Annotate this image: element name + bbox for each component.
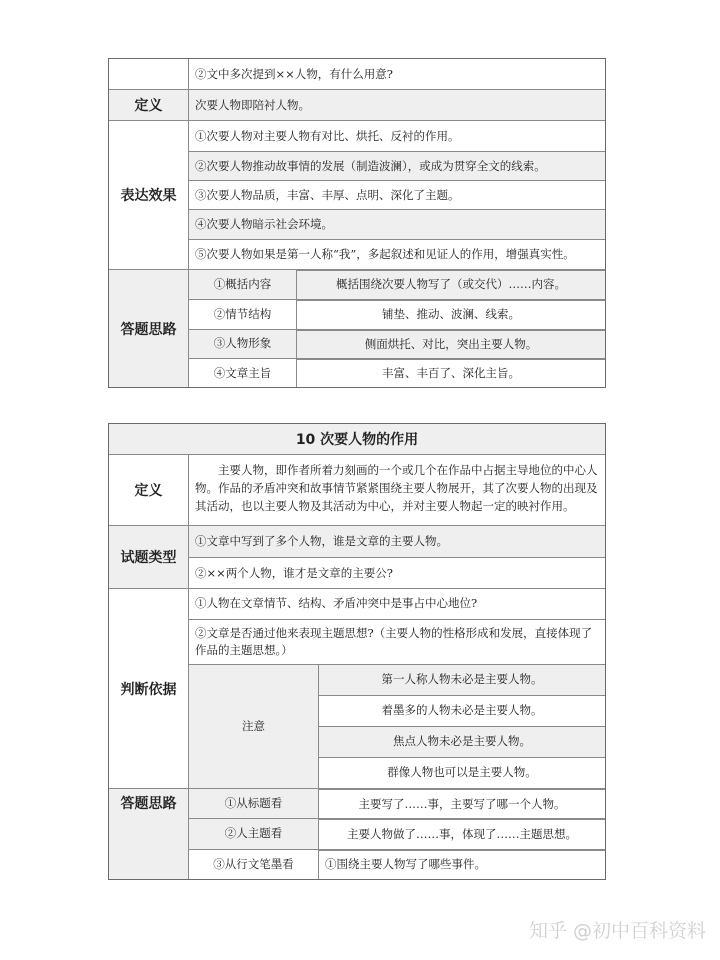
answer-key: ②情节结构 (189, 300, 297, 329)
answer-row (189, 849, 605, 879)
table-row (109, 269, 605, 387)
answer-key: ①从标题看 (189, 789, 319, 818)
definition-label: 定义 (109, 455, 189, 525)
definition-label: 定义 (109, 90, 189, 120)
table-row (109, 89, 605, 120)
answer-row (189, 270, 605, 299)
answer-key: ③人物形象 (189, 330, 297, 359)
judgment-basis-label: 判断依据 (109, 589, 189, 788)
note-item: 第一人称人物未必是主要人物。 (319, 665, 605, 695)
note-label: 注意 (189, 665, 319, 788)
answer-value: 侧面烘托、对比，突出主要人物。 (297, 330, 605, 359)
answer-row (189, 358, 605, 387)
answer-approach-label: 答题思路 (109, 270, 189, 387)
expression-item: ③次要人物品质，丰富、丰厚、点明、深化了主题。 (189, 180, 605, 209)
answer-value: 主要写了……事，主要写了哪一个人物。 (319, 789, 605, 818)
answer-value: 概括围绕次要人物写了（或交代）……内容。 (297, 270, 605, 299)
table-role-of-secondary-characters (108, 423, 606, 880)
answer-key: ①概括内容 (189, 270, 297, 299)
answer-value: 丰富、丰百了、深化主旨。 (297, 359, 605, 387)
note-item: 焦点人物未必是主要人物。 (319, 726, 605, 757)
table-row (109, 588, 605, 788)
answer-key: ②人主题看 (189, 819, 319, 848)
definition-text: 次要人物即陪衬人物。 (189, 90, 605, 120)
answer-value: 铺垫、推动、波澜、线索。 (297, 300, 605, 329)
answer-key: ④文章主旨 (189, 359, 297, 387)
answer-approach-label: 答题思路 (109, 789, 189, 879)
note-item: 着墨多的人物未必是主要人物。 (319, 695, 605, 726)
table-row (109, 525, 605, 588)
answer-row (189, 818, 605, 848)
answer-key: ③从行文笔墨看 (189, 850, 319, 879)
basis-item: ①人物在文章情节、结构、矛盾冲突中是事占中心地位? (195, 596, 478, 611)
basis-item: ②文章是否通过他来表现主题思想?（主要人物的性格形成和发展，直接体现了作品的主题思想。） (189, 619, 605, 664)
expression-item: ④次要人物暗示社会环境。 (189, 209, 605, 239)
expression-item: ①次要人物对主要人物有对比、烘托、反衬的作用。 (195, 128, 460, 143)
question-type-item: ②××两个人物，谁才是文章的主要公? (189, 557, 605, 588)
table-secondary-character-purpose (108, 58, 606, 388)
note-item: 群像人物也可以是主要人物。 (319, 757, 605, 788)
table-row (109, 59, 605, 89)
table-title: 10 次要人物的作用 (109, 424, 605, 454)
table-row (109, 788, 605, 879)
question-text: ②文中多次提到××人物，有什么用意? (195, 66, 393, 81)
note-block (189, 664, 605, 788)
table-row (109, 120, 605, 269)
expression-item: ⑤次要人物如果是第一人称“我”，多起叙述和见证人的作用，增强真实性。 (189, 239, 605, 269)
answer-row (189, 789, 605, 818)
answer-row (189, 329, 605, 359)
expression-effect-label: 表达效果 (109, 121, 189, 269)
answer-value: 主要人物做了……事，体现了……主题思想。 (319, 819, 605, 848)
definition-paragraph: 主要人物，即作者所着力刻画的一个或几个在作品中占据主导地位的中心人物。作品的矛盾冲突和故事情节紧紧围绕主要人物展开，其了次要人物的出现及其活动，也以主要人物及其活动为中心，并对主要人物起一定的映衬作用。 (195, 463, 598, 513)
table-row (109, 454, 605, 525)
answer-value: ①围绕主要人物写了哪些事件。 (319, 850, 605, 879)
answer-row (189, 299, 605, 329)
blank-label-cell (109, 59, 189, 89)
question-type-item: ①文章中写到了多个人物，谁是文章的主要人物。 (189, 526, 605, 557)
zhihu-watermark: 知乎 @初中百科资料 (528, 920, 706, 942)
expression-item: ②次要人物推动故事情的发展（制造波澜），或成为贯穿全文的线索。 (189, 151, 605, 180)
question-type-label: 试题类型 (109, 526, 189, 588)
